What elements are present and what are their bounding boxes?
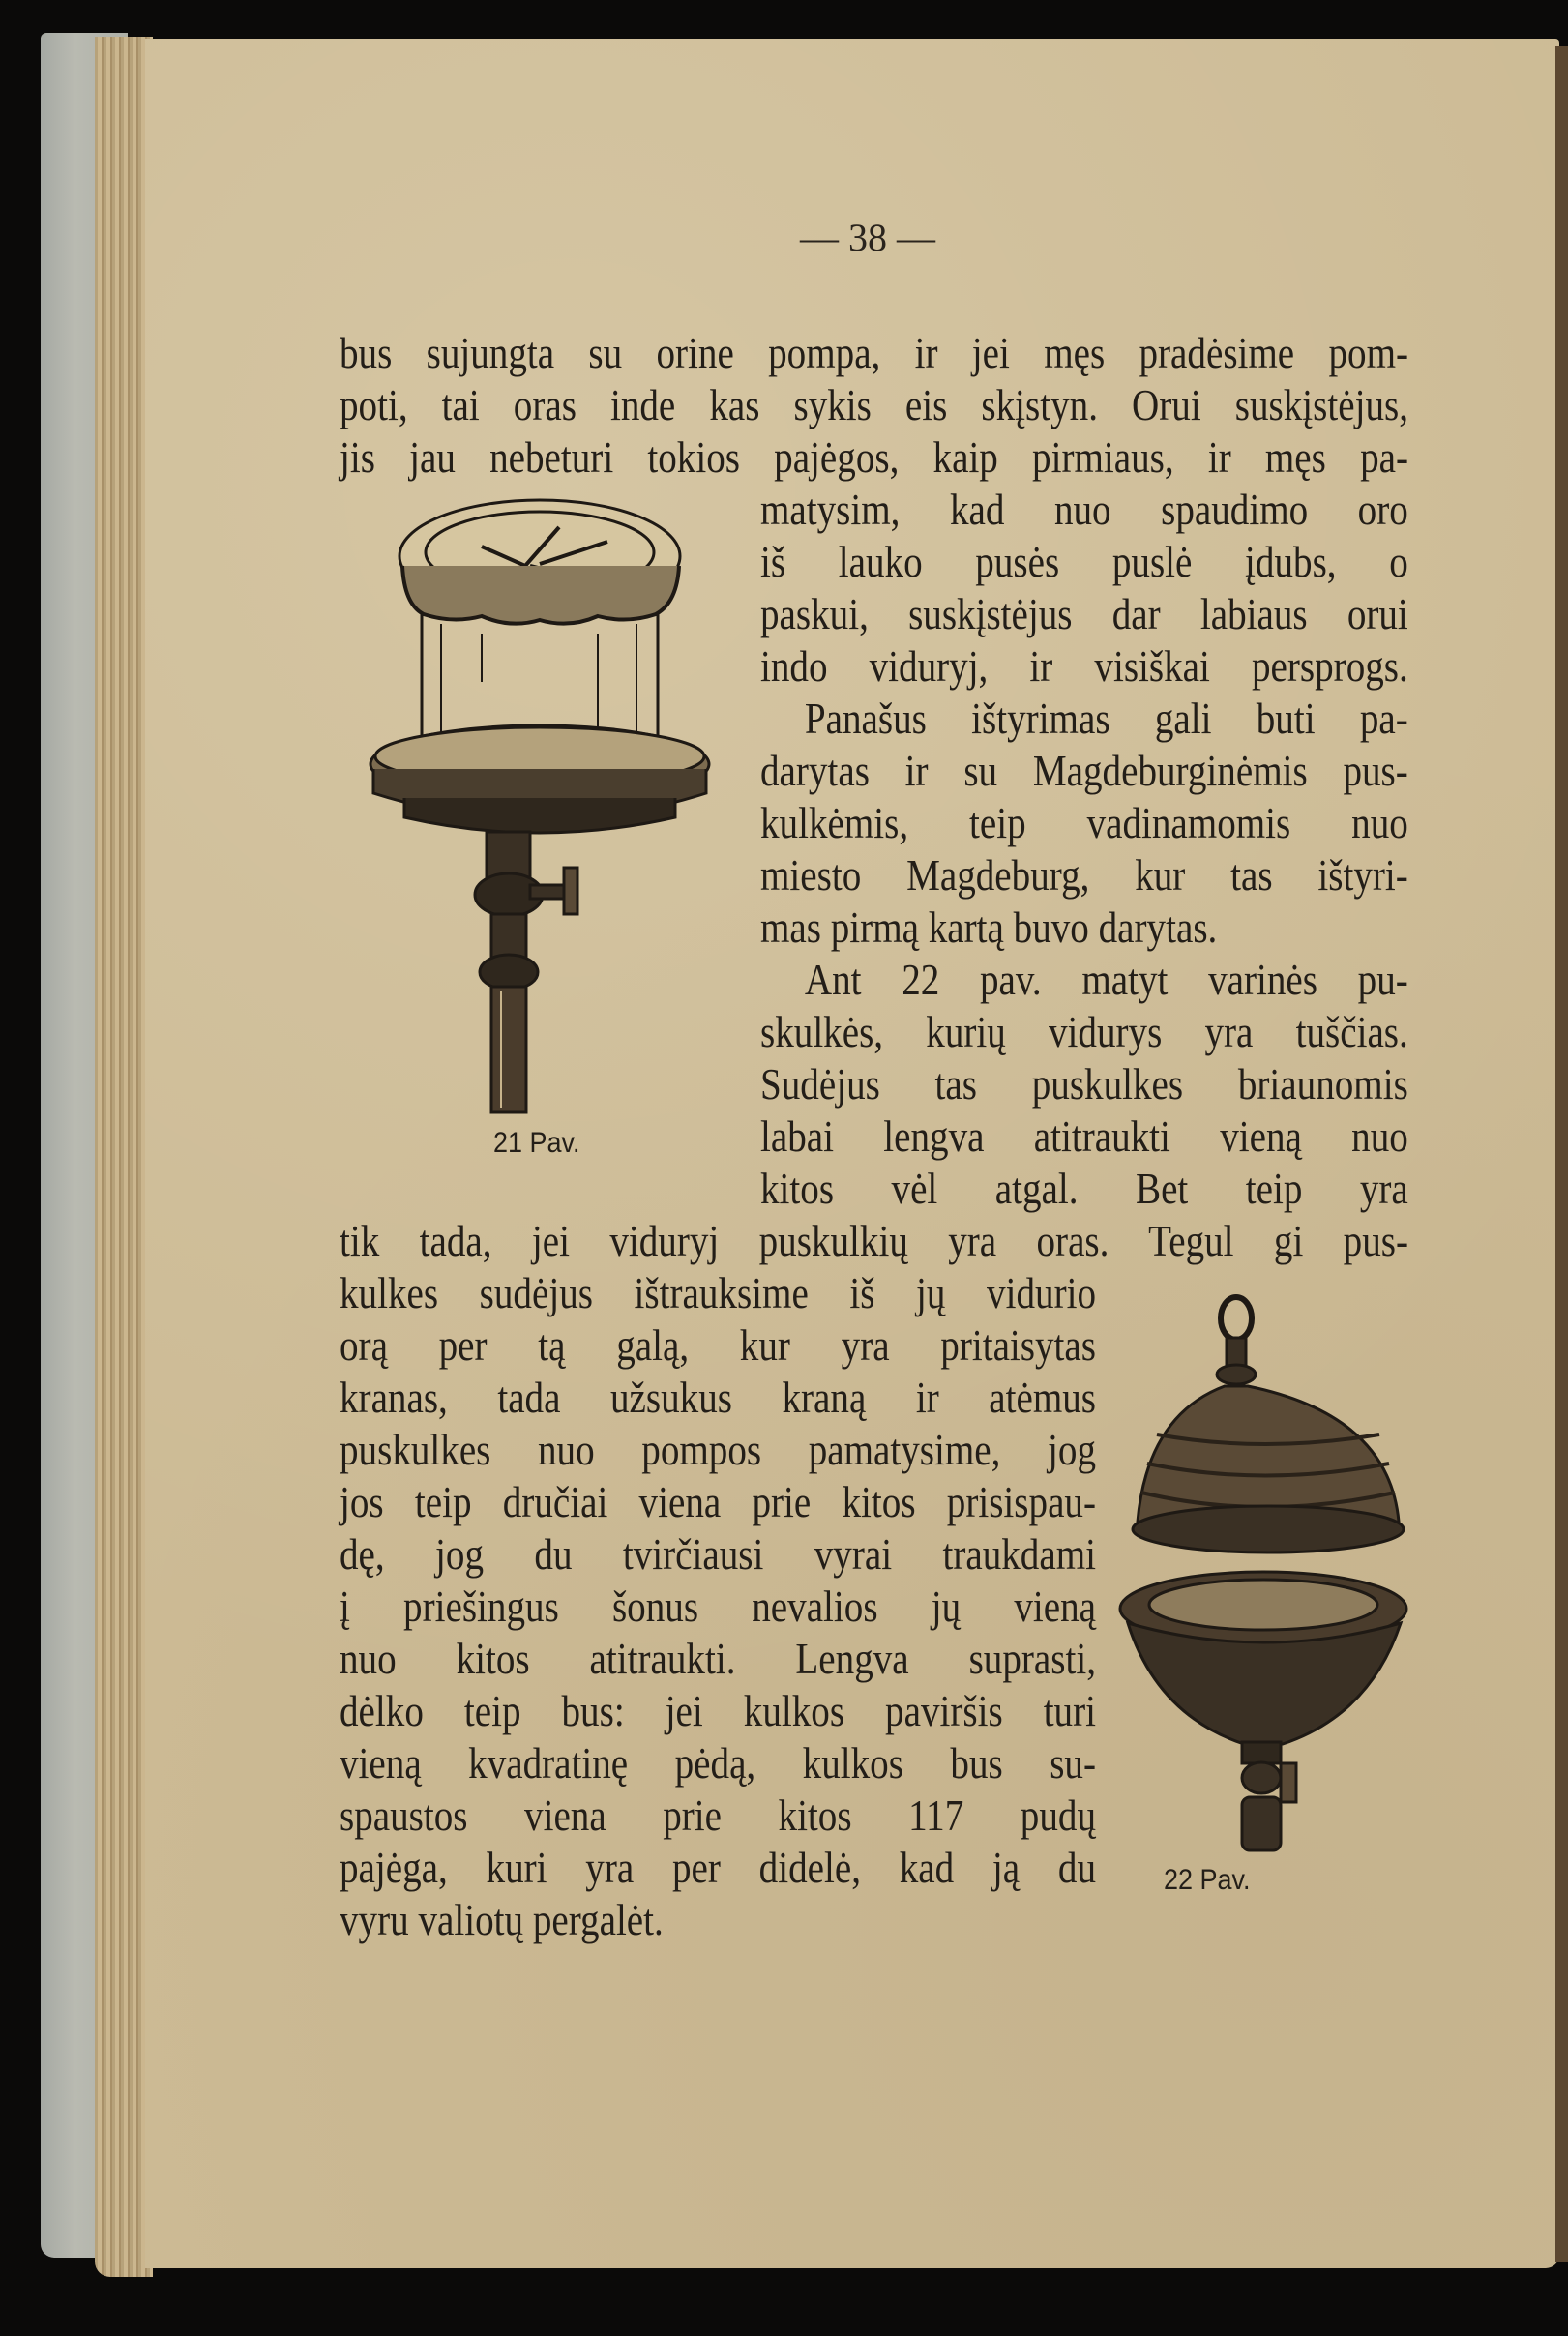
text-line: dę, jog du tvirčiausi vyrai traukdami — [340, 1529, 1096, 1579]
text-line: vyru valiotų pergalėt. — [340, 1895, 664, 1944]
text-line: indo viduryj, ir visiškai persprogs. — [760, 641, 1408, 691]
text-line: kulkes sudėjus ištrauksime iš jų vidurio — [340, 1268, 1096, 1317]
figure-21-bell-jar-illustration — [366, 488, 733, 1122]
page-edges — [95, 37, 153, 2277]
text-line: poti, tai oras inde kas sykis eis skįstyn. Orui suskįstėjus, — [340, 380, 1408, 429]
text-block-right-column — [760, 484, 1408, 1215]
text-line: iš lauko pusės puslė įdubs, o — [760, 537, 1408, 586]
text-line: Panašus ištyrimas gali buti pa- — [804, 694, 1408, 743]
facing-page-edge — [1555, 46, 1568, 2262]
text-line: nuo kitos atitraukti. Lengva suprasti, — [340, 1634, 1096, 1683]
figure-22-caption: 22 Pav. — [1163, 1864, 1251, 1896]
text-line: labai lengva atitraukti vieną nuo — [760, 1111, 1408, 1161]
text-line: jos teip dručiai viena prie kitos prisispau- — [340, 1477, 1096, 1526]
text-line: jis jau nebeturi tokios pajėgos, kaip pirmiaus, ir męs pa- — [340, 432, 1408, 482]
text-line: spaustos viena prie kitos 117 pudų — [340, 1790, 1096, 1840]
text-line: matysim, kad nuo spaudimo oro — [760, 485, 1408, 534]
figure-22-magdeburg-hemispheres-illustration — [1118, 1289, 1413, 1860]
text-line: skulkės, kurių vidurys yra tuščias. — [760, 1007, 1408, 1056]
page-number: — 38 — — [800, 216, 935, 259]
text-block-top — [340, 327, 1408, 484]
text-line: dėlko teip bus: jei kulkos paviršis turi — [340, 1686, 1096, 1735]
text-line: vieną kvadratinę pėdą, kulkos bus su- — [340, 1738, 1096, 1788]
text-block-middle — [340, 1215, 1408, 1267]
text-line: kitos vėl atgal. Bet teip yra — [760, 1164, 1408, 1213]
figure-21-caption: 21 Pav. — [492, 1127, 580, 1159]
text-line: orą per tą galą, kur yra pritaisytas — [340, 1320, 1096, 1370]
text-line: puskulkes nuo pompos pamatysime, jog — [340, 1425, 1096, 1474]
text-line: paskui, suskįstėjus dar labiaus orui — [760, 589, 1408, 638]
text-line: Sudėjus tas puskulkes briaunomis — [760, 1059, 1408, 1109]
text-line: darytas ir su Magdeburginėmis pus- — [760, 746, 1408, 795]
text-line: bus sujungta su orine pompa, ir jei męs pradėsime pom- — [340, 328, 1408, 377]
text-line: mas pirmą kartą buvo darytas. — [760, 902, 1218, 952]
text-line: tik tada, jei viduryj puskulkių yra oras. Tegul gi pus- — [340, 1216, 1408, 1265]
text-line: Ant 22 pav. matyt varinės pu- — [804, 955, 1408, 1004]
text-line: kulkėmis, teip vadinamomis nuo — [760, 798, 1408, 847]
text-line: į priešingus šonus nevalios jų vieną — [340, 1582, 1096, 1631]
text-line: kranas, tada užsukus kraną ir atėmus — [340, 1373, 1096, 1422]
text-line: pajėga, kuri yra per didelė, kad ją du — [340, 1843, 1096, 1892]
text-block-left-column — [340, 1267, 1096, 1946]
text-line: miesto Magdeburg, kur tas ištyri- — [760, 850, 1408, 900]
